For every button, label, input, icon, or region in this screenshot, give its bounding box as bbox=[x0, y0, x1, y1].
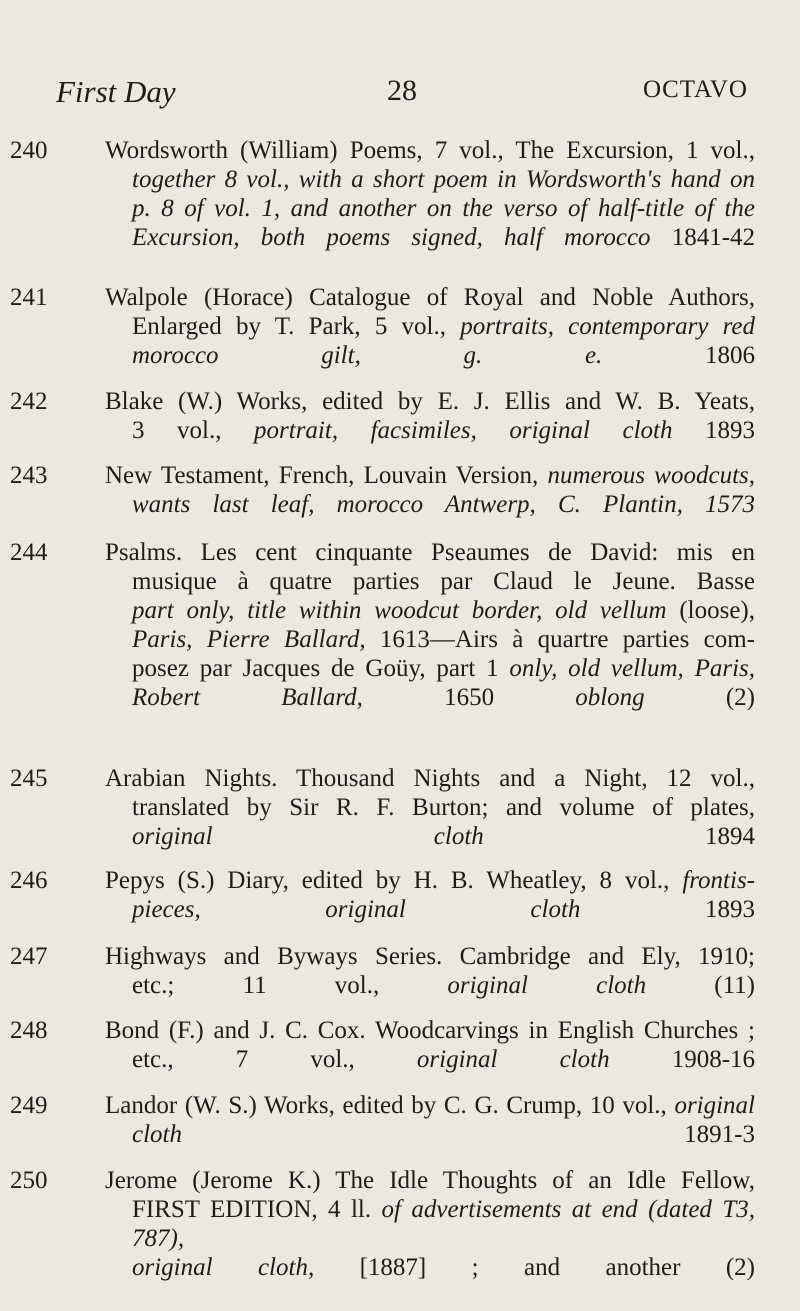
lot-line bbox=[105, 312, 755, 341]
lot-note: Excursion, both poems signed, half morocco bbox=[132, 224, 651, 251]
lot-line: p. 8 of vol. 1, and another on the verso of half-title of the bbox=[132, 195, 755, 222]
lot-number: 250 bbox=[10, 1167, 48, 1194]
lot-description bbox=[105, 1166, 755, 1282]
lot-line: together 8 vol., with a short poem in Wordsworth's hand on bbox=[132, 166, 755, 193]
page-number: 28 bbox=[387, 74, 417, 107]
lot-description bbox=[105, 1016, 755, 1074]
lot-line: Jerome (Jerome K.) The Idle Thoughts of an Idle Fellow, bbox=[105, 1167, 755, 1194]
lot-note: of advertisements at end (dated T3, 787), bbox=[132, 1196, 755, 1252]
lot-line bbox=[105, 1120, 755, 1149]
lot-line: Walpole (Horace) Catalogue of Royal and Noble Authors, bbox=[105, 284, 755, 311]
lot-text: 3 vol., bbox=[132, 417, 222, 444]
lot-note: Paris, Pierre Ballard, bbox=[132, 626, 366, 653]
lot-line bbox=[105, 341, 755, 370]
lot-line: musique à quatre parties par Claud le Jeune. Basse bbox=[132, 568, 755, 595]
lot-date: 1841-42 bbox=[671, 224, 756, 251]
lot-description bbox=[105, 461, 755, 519]
lot-description bbox=[105, 764, 755, 851]
lot-note: Robert Ballard, bbox=[132, 684, 363, 711]
lot-note: frontis- bbox=[682, 867, 756, 894]
lot-description bbox=[105, 942, 755, 1000]
lot-line bbox=[105, 822, 755, 851]
lot-note: original cloth bbox=[416, 1046, 610, 1073]
lot-line bbox=[105, 416, 755, 445]
lot-note: title within woodcut border, old vellum bbox=[247, 597, 667, 624]
lot-line bbox=[105, 1045, 755, 1074]
lot-number: 247 bbox=[10, 943, 48, 970]
lot-description bbox=[105, 387, 755, 445]
lot-line bbox=[105, 461, 755, 490]
lot-number: 246 bbox=[10, 867, 48, 894]
lot-line: wants last leaf, morocco Antwerp, C. Plantin, 1573 bbox=[132, 491, 755, 518]
lot-note: morocco gilt, g. e. bbox=[132, 342, 603, 369]
lot-line bbox=[105, 683, 755, 712]
lot-date: 1650 bbox=[444, 684, 495, 711]
lot-line: Arabian Nights. Thousand Nights and a Night, 12 vol., bbox=[105, 765, 755, 792]
lot-note: only, old vellum, Paris, bbox=[509, 655, 756, 682]
lot-note: original cloth bbox=[132, 823, 484, 850]
lot-number: 242 bbox=[10, 388, 48, 415]
lot-text: Landor (W. S.) Works, edited by C. G. Crump, 10 vol., bbox=[105, 1092, 667, 1119]
lot-line bbox=[105, 895, 755, 924]
lot-number: 243 bbox=[10, 462, 48, 489]
lot-line: Highways and Byways Series. Cambridge and Ely, 1910; bbox=[105, 943, 755, 970]
lot-note: part only, bbox=[132, 597, 235, 624]
lot-text: posez par Jacques de Goüy, part 1 bbox=[132, 655, 499, 682]
lot-note: cloth bbox=[132, 1121, 182, 1148]
section-title: First Day bbox=[56, 74, 176, 109]
lot-line bbox=[105, 1253, 755, 1282]
lot-description bbox=[105, 283, 755, 370]
lot-note: original cloth, bbox=[132, 1254, 315, 1281]
lot-number: 249 bbox=[10, 1092, 48, 1119]
format-label: OCTAVO bbox=[643, 76, 748, 103]
lot-date: 1908-16 bbox=[671, 1046, 756, 1073]
lot-quantity: (2) bbox=[725, 684, 755, 711]
lot-note: pieces, original cloth bbox=[132, 896, 581, 923]
lot-text: 1613—Airs à quartre parties com- bbox=[379, 626, 755, 653]
lot-text: [1887] ; and another bbox=[359, 1254, 681, 1281]
lot-note: portrait, facsimiles, original cloth bbox=[254, 417, 673, 444]
lot-line bbox=[105, 223, 755, 252]
lot-note: original bbox=[674, 1092, 756, 1119]
lot-number: 241 bbox=[10, 284, 48, 311]
lot-description bbox=[105, 866, 755, 924]
lot-text: Enlarged by T. Park, 5 vol., bbox=[132, 313, 446, 340]
lot-quantity: (11) bbox=[714, 972, 756, 999]
lot-note: original cloth bbox=[447, 972, 647, 999]
lot-line bbox=[105, 596, 755, 625]
lot-line bbox=[105, 625, 755, 654]
lot-line bbox=[105, 866, 755, 895]
lot-number: 240 bbox=[10, 137, 48, 164]
lot-number: 245 bbox=[10, 765, 48, 792]
lot-format: oblong bbox=[575, 684, 645, 711]
lot-date: 1893 bbox=[705, 417, 756, 444]
lot-text: etc., 7 vol., bbox=[132, 1046, 355, 1073]
lot-text: (loose), bbox=[679, 597, 755, 624]
lot-date: 1891-3 bbox=[684, 1121, 755, 1148]
lot-description bbox=[105, 538, 755, 712]
page-header bbox=[56, 74, 748, 114]
lot-text: etc.; 11 vol., bbox=[132, 972, 380, 999]
lot-note: numerous woodcuts, bbox=[547, 462, 756, 489]
lot-line bbox=[105, 654, 755, 683]
lot-line: Bond (F.) and J. C. Cox. Woodcarvings in English Churches ; bbox=[105, 1017, 755, 1044]
lot-line: Wordsworth (William) Poems, 7 vol., The Excursion, 1 vol., bbox=[105, 137, 755, 164]
lot-quantity: (2) bbox=[725, 1254, 756, 1281]
lot-line: Blake (W.) Works, edited by E. J. Ellis and W. B. Yeats, bbox=[105, 388, 755, 415]
lot-date: 1893 bbox=[705, 896, 755, 923]
lot-note: portraits, contemporary red bbox=[460, 313, 755, 340]
lot-description bbox=[105, 1091, 755, 1149]
lot-number: 248 bbox=[10, 1017, 48, 1044]
lot-line: translated by Sir R. F. Burton; and volume of plates, bbox=[132, 794, 755, 821]
lot-date: 1894 bbox=[705, 823, 755, 850]
lot-line bbox=[105, 971, 755, 1000]
lot-line: Psalms. Les cent cinquante Pseaumes de David: mis en bbox=[105, 539, 755, 566]
lot-text: New Testament, French, Louvain Version, bbox=[105, 462, 539, 489]
lot-line bbox=[105, 1195, 755, 1253]
lot-date: 1806 bbox=[705, 342, 756, 369]
lot-number: 244 bbox=[10, 539, 48, 566]
lot-line bbox=[105, 1091, 755, 1120]
lot-description bbox=[105, 136, 755, 252]
lot-text: FIRST EDITION, 4 ll. bbox=[132, 1196, 372, 1223]
lot-text: Pepys (S.) Diary, edited by H. B. Wheatley, 8 vol., bbox=[105, 867, 670, 894]
